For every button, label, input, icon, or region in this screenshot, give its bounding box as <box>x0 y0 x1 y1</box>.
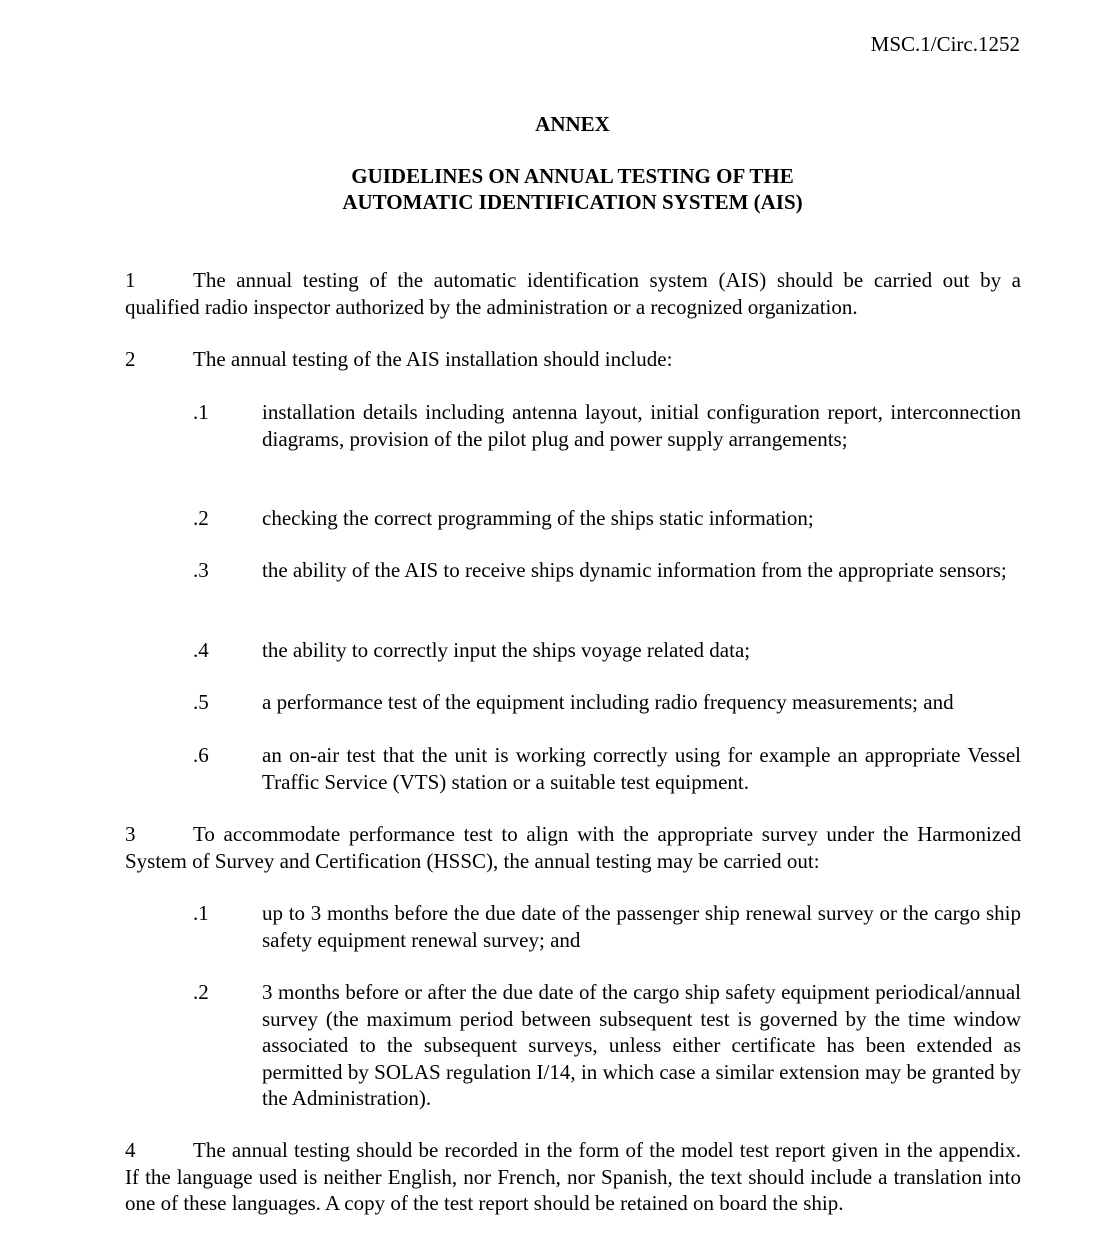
list-item-number: .5 <box>193 690 209 714</box>
annex-heading: ANNEX <box>535 112 610 136</box>
title-line-2: AUTOMATIC IDENTIFICATION SYSTEM (AIS) <box>342 190 803 214</box>
paragraph-number: 4 <box>125 1138 136 1162</box>
list-item-number: .1 <box>193 901 209 925</box>
paragraph-text: The annual testing of the AIS installation should include: <box>193 347 673 371</box>
paragraph-number: 3 <box>125 822 136 846</box>
list-item-text: checking the correct programming of the ships static information; <box>262 506 814 530</box>
list-item-number: .3 <box>193 558 209 582</box>
list-item <box>193 399 1021 452</box>
list-item-text: the ability of the AIS to receive ships dynamic information from the appropriate sensors; <box>262 558 1007 582</box>
list-item <box>193 900 1021 953</box>
list-item-number: .2 <box>193 506 209 530</box>
paragraph-text: The annual testing should be recorded in the form of the model test report given in the appendix. If the language used is neither English, nor French, nor Spanish, the text should include a translation into one of these languages. A copy of the test report should be retained on board the ship. <box>125 1138 1021 1215</box>
list-item <box>193 979 1021 1112</box>
document-symbol: MSC.1/Circ.1252 <box>870 32 1020 56</box>
list-item-number: .1 <box>193 400 209 424</box>
paragraph-number: 1 <box>125 268 136 292</box>
list-item <box>193 637 1021 664</box>
list-item-text: up to 3 months before the due date of the passenger ship renewal survey or the cargo ship safety equipment renewal survey; and <box>262 901 1021 952</box>
list-item-number: .2 <box>193 980 209 1004</box>
title-line-1: GUIDELINES ON ANNUAL TESTING OF THE <box>351 164 794 188</box>
list-item <box>193 742 1021 795</box>
list-item-number: .6 <box>193 743 209 767</box>
list-item-number: .4 <box>193 638 209 662</box>
paragraph-2 <box>125 346 1021 373</box>
list-item <box>193 557 1021 584</box>
paragraph-3 <box>125 821 1021 874</box>
list-item-text: the ability to correctly input the ships voyage related data; <box>262 638 751 662</box>
paragraph-4 <box>125 1137 1021 1217</box>
list-item-text: an on-air test that the unit is working correctly using for example an appropriate Vessel Traffic Service (VTS) station or a suitable test equipment. <box>262 743 1021 794</box>
list-item <box>193 505 1021 532</box>
paragraph-1 <box>125 267 1021 320</box>
list-item <box>193 689 1021 716</box>
list-item-text: 3 months before or after the due date of the cargo ship safety equipment periodical/annual survey (the maximum period between subsequent test is governed by the time window associated to the subsequent surveys, unless either certificate has been extended as permitted by SOLAS regulation I/14, in which case a similar extension may be granted by the Administration). <box>262 980 1021 1110</box>
list-item-text: installation details including antenna layout, initial configuration report, interconnection diagrams, provision of the pilot plug and power supply arrangements; <box>262 400 1021 451</box>
document-title <box>0 163 1105 215</box>
paragraph-number: 2 <box>125 347 136 371</box>
list-item-text: a performance test of the equipment including radio frequency measurements; and <box>262 690 954 714</box>
paragraph-text: The annual testing of the automatic identification system (AIS) should be carried out by a qualified radio inspector authorized by the administration or a recognized organization. <box>125 268 1021 319</box>
paragraph-text: To accommodate performance test to align with the appropriate survey under the Harmonized System of Survey and Certification (HSSC), the annual testing may be carried out: <box>125 822 1021 873</box>
